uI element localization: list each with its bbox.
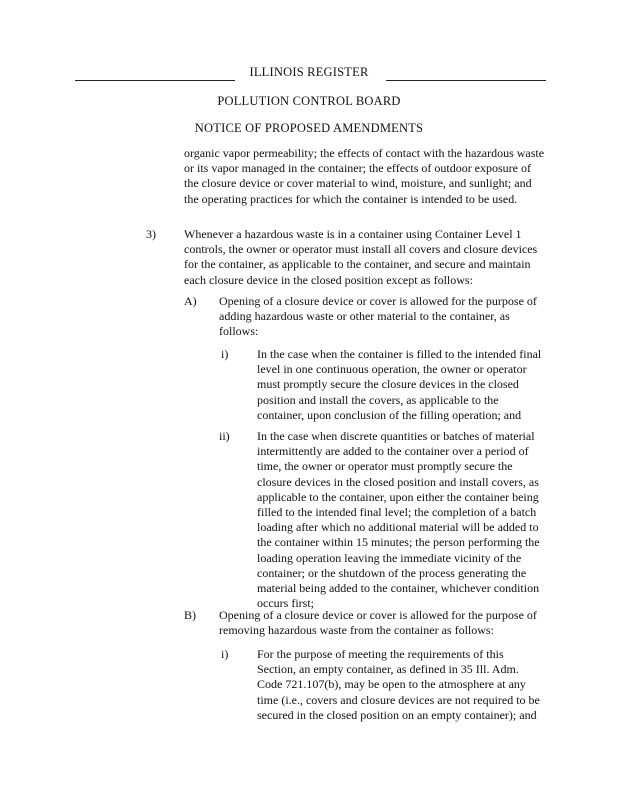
header-rule-right [386,80,546,81]
item-a-label: A) [184,294,197,308]
item-b-label: B) [184,608,196,622]
continuation-paragraph: organic vapor permeability; the effects of contact with the hazardous waste or its vapor managed in the container; the effects of outdoor exposure of the closure device or cover material to wind, moisture, and sunlight; and the operating practices for which the container is intended to be used. [184,146,545,206]
item-3-text: Whenever a hazardous waste is in a container using Container Level 1 controls, the owner or operator must install all covers and closure devices for the container, as applicable to the container, and secure and maintain each closure device in the closed position except as follows: [184,227,538,287]
item-b-i-label: i) [221,647,229,661]
item-a-ii-label: ii) [219,429,230,443]
item-b-i-text: For the purpose of meeting the requirements of this Section, an empty container, as defined in 35 Ill. Adm. Code 721.107(b), may be open to the atmosphere at any time (i.e., covers and closure devices are not required to be secured in the closed position on an empty container); and [257,647,540,722]
item-3-label: 3) [146,227,156,241]
item-a-ii-text: In the case when discrete quantities or batches of material intermittently are added to the container over a period of time, the owner or operator must promptly secure the closure devices in the closed position and install covers, as applicable to the container, upon either the container being filled to the intended final level; the completion of a batch loading after which no additional material will be added to the container within 15 minutes; the person performing the loading operation leaving the immediate vicinity of the container; or the shutdown of the process generating the material being added to the container, whichever condition occurs first; [257,429,540,611]
item-b-text: Opening of a closure device or cover is allowed for the purpose of removing hazardous waste from the container as follows: [219,608,537,638]
register-title: ILLINOIS REGISTER [249,65,369,79]
item-a-i-text: In the case when the container is filled to the intended final level in one continuous operation, the owner or operator must promptly secure the closure devices in the closed position and install the covers, as applicable to the container, upon conclusion of the filling operation; and [257,347,542,422]
item-a-text: Opening of a closure device or cover is allowed for the purpose of adding hazardous waste or other material to the container, as follows: [219,294,537,339]
item-a-i-label: i) [221,347,229,361]
notice-title: NOTICE OF PROPOSED AMENDMENTS [194,121,424,135]
board-title: POLLUTION CONTROL BOARD [217,94,401,108]
header-rule-left [75,80,235,81]
